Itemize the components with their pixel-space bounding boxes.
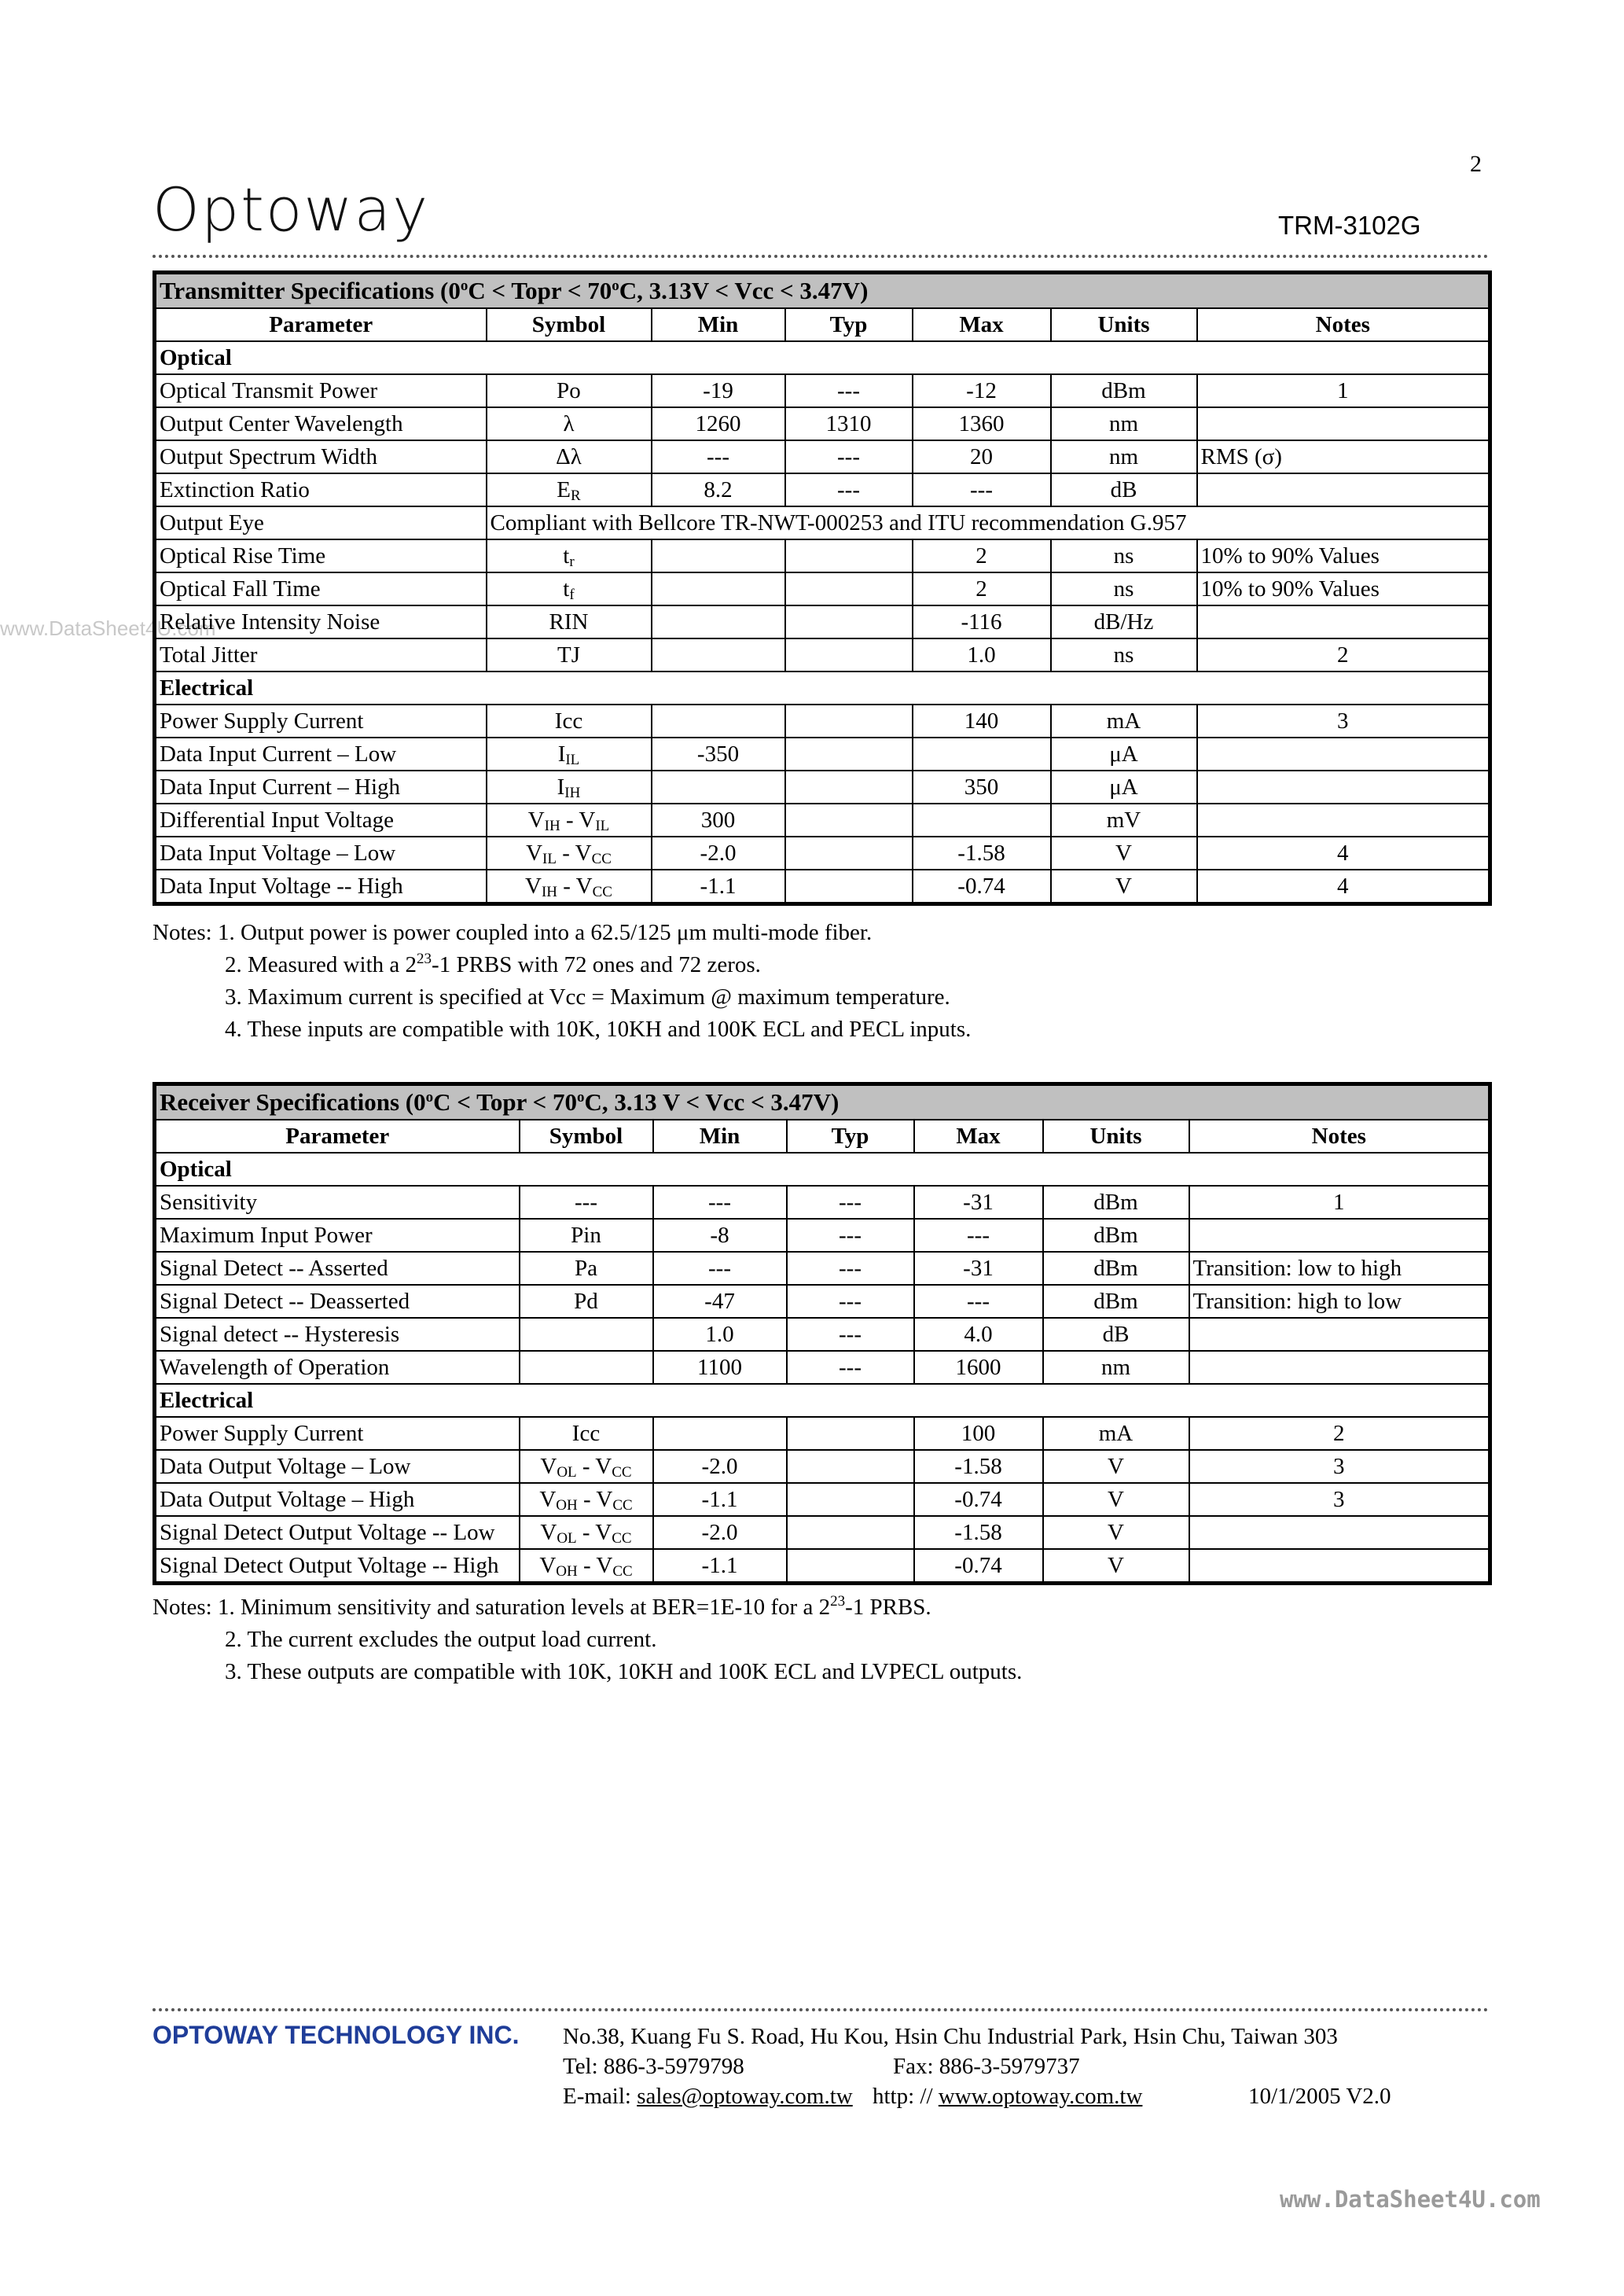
rx-optical-notes-cell: 1 bbox=[1189, 1186, 1490, 1219]
tx-optical-typ-cell: --- bbox=[785, 374, 913, 407]
rx-optical-symbol-cell: Pin bbox=[520, 1219, 653, 1252]
tx-electrical-parameter-cell: Data Input Current – High bbox=[155, 771, 487, 804]
tx-optical-notes-cell: 10% to 90% Values bbox=[1197, 572, 1490, 605]
section-optical bbox=[155, 341, 1490, 374]
tx-electrical-row bbox=[155, 837, 1490, 870]
tx-optical-typ-cell bbox=[785, 605, 913, 638]
tx-optical-parameter-cell: Output Eye bbox=[155, 506, 487, 539]
rx-optical-row bbox=[155, 1252, 1490, 1285]
tx-optical-parameter-cell: Extinction Ratio bbox=[155, 473, 487, 506]
tx-optical-notes-cell: 1 bbox=[1197, 374, 1490, 407]
tx-electrical-row bbox=[155, 705, 1490, 738]
tx-electrical-min-cell bbox=[652, 705, 785, 738]
tx-optical-parameter-cell: Total Jitter bbox=[155, 638, 487, 672]
rx-optical-symbol-cell: Pd bbox=[520, 1285, 653, 1318]
rx-optical-min-cell: 1100 bbox=[653, 1351, 787, 1384]
column-header-min: Min bbox=[653, 1120, 787, 1153]
rx-optical-notes-cell: Transition: high to low bbox=[1189, 1285, 1490, 1318]
rx-optical-max-cell: 1600 bbox=[914, 1351, 1043, 1384]
tx-optical-symbol-cell: RIN bbox=[487, 605, 652, 638]
rx-optical-row bbox=[155, 1351, 1490, 1384]
http-label: http: // bbox=[873, 2084, 939, 2109]
tx-electrical-symbol-cell: $V_{IL} - V_{CC}$ bbox=[487, 837, 652, 870]
rx-optical-notes-cell bbox=[1189, 1318, 1490, 1351]
tx-optical-notes-cell bbox=[1197, 407, 1490, 440]
rx-electrical-min-cell: -2.0 bbox=[653, 1450, 787, 1483]
tx-electrical-min-cell: -350 bbox=[652, 738, 785, 771]
rx-optical-max-cell: -31 bbox=[914, 1252, 1043, 1285]
rx-electrical-notes-cell: 2 bbox=[1189, 1417, 1490, 1450]
tx-optical-typ-cell: 1310 bbox=[785, 407, 913, 440]
rx-optical-notes-cell bbox=[1189, 1219, 1490, 1252]
header-divider bbox=[152, 255, 1489, 258]
rx-optical-notes-cell: Transition: low to high bbox=[1189, 1252, 1490, 1285]
tx-optical-units-cell: ns bbox=[1051, 572, 1197, 605]
tx-optical-notes-cell: 2 bbox=[1197, 638, 1490, 672]
rx-optical-max-cell: --- bbox=[914, 1219, 1043, 1252]
receiver-spec-table bbox=[152, 1082, 1492, 1585]
rx-electrical-notes-cell: 3 bbox=[1189, 1483, 1490, 1516]
rx-electrical-min-cell: -1.1 bbox=[653, 1549, 787, 1584]
tx-optical-row bbox=[155, 407, 1490, 440]
tx-note: 3. Maximum current is specified at Vcc = Maximum @ maximum temperature. bbox=[225, 984, 950, 1010]
transmitter-title bbox=[155, 273, 1490, 309]
rx-optical-symbol-cell bbox=[520, 1351, 653, 1384]
tx-optical-parameter-cell: Optical Transmit Power bbox=[155, 374, 487, 407]
tx-electrical-typ-cell bbox=[785, 837, 913, 870]
rx-optical-parameter-cell: Sensitivity bbox=[155, 1186, 520, 1219]
rx-optical-min-cell: 1.0 bbox=[653, 1318, 787, 1351]
rx-electrical-parameter-cell: Signal Detect Output Voltage -- Low bbox=[155, 1516, 520, 1549]
tx-optical-units-cell: ns bbox=[1051, 539, 1197, 572]
tx-optical-units-cell: dBm bbox=[1051, 374, 1197, 407]
tx-electrical-typ-cell bbox=[785, 870, 913, 904]
tx-optical-min-cell: 1260 bbox=[652, 407, 785, 440]
rx-electrical-notes-cell bbox=[1189, 1516, 1490, 1549]
tx-optical-min-cell bbox=[652, 539, 785, 572]
tx-optical-parameter-cell: Optical Fall Time bbox=[155, 572, 487, 605]
tx-optical-row bbox=[155, 539, 1490, 572]
tx-electrical-units-cell: mV bbox=[1051, 804, 1197, 837]
rx-electrical-typ-cell bbox=[787, 1516, 914, 1549]
rx-optical-typ-cell: --- bbox=[787, 1318, 914, 1351]
email-link[interactable]: sales@optoway.com.tw bbox=[637, 2084, 853, 2109]
tx-electrical-parameter-cell: Data Input Current – Low bbox=[155, 738, 487, 771]
footer-address: No.38, Kuang Fu S. Road, Hu Kou, Hsin Chu Industrial Park, Hsin Chu, Taiwan 303 bbox=[563, 2024, 1338, 2049]
tx-optical-symbol-cell: Po bbox=[487, 374, 652, 407]
tx-electrical-row bbox=[155, 804, 1490, 837]
rx-electrical-units-cell: V bbox=[1043, 1549, 1189, 1584]
rx-electrical-typ-cell bbox=[787, 1549, 914, 1584]
tx-electrical-notes-cell: 3 bbox=[1197, 705, 1490, 738]
rx-optical-symbol-cell: Pa bbox=[520, 1252, 653, 1285]
tx-electrical-symbol-cell: $I_{IH}$ bbox=[487, 771, 652, 804]
tx-electrical-notes-cell: 4 bbox=[1197, 870, 1490, 904]
tx-electrical-notes-cell: 4 bbox=[1197, 837, 1490, 870]
tx-electrical-symbol-cell: $V_{IH} - V_{IL}$ bbox=[487, 804, 652, 837]
column-header-notes: Notes bbox=[1197, 308, 1490, 341]
company-logo: Optoway bbox=[152, 175, 430, 245]
tx-electrical-max-cell: -0.74 bbox=[913, 870, 1051, 904]
tx-optical-symbol-cell: $t_r$ bbox=[487, 539, 652, 572]
rx-optical-typ-cell: --- bbox=[787, 1186, 914, 1219]
section-optical-cell: Optical bbox=[155, 341, 1490, 374]
tx-note: 2. Measured with a $2^{23}-1$ PRBS with 72 ones and 72 zeros. bbox=[225, 951, 761, 977]
tx-optical-min-cell: 8.2 bbox=[652, 473, 785, 506]
section-electrical-cell: Electrical bbox=[155, 1384, 1490, 1417]
tx-optical-typ-cell bbox=[785, 539, 913, 572]
tx-optical-units-cell: dB/Hz bbox=[1051, 605, 1197, 638]
section-electrical bbox=[155, 672, 1490, 705]
tx-optical-symbol-cell: TJ bbox=[487, 638, 652, 672]
rx-electrical-typ-cell bbox=[787, 1450, 914, 1483]
tx-electrical-row bbox=[155, 738, 1490, 771]
tx-optical-min-cell bbox=[652, 572, 785, 605]
tx-optical-row bbox=[155, 473, 1490, 506]
tx-electrical-parameter-cell: Power Supply Current bbox=[155, 705, 487, 738]
rx-optical-parameter-cell: Signal Detect -- Asserted bbox=[155, 1252, 520, 1285]
footer-email-line bbox=[563, 2084, 853, 2110]
rx-electrical-parameter-cell: Signal Detect Output Voltage -- High bbox=[155, 1549, 520, 1584]
rx-optical-min-cell: -47 bbox=[653, 1285, 787, 1318]
column-header-units: Units bbox=[1043, 1120, 1189, 1153]
rx-electrical-max-cell: -0.74 bbox=[914, 1483, 1043, 1516]
tx-optical-units-cell: dB bbox=[1051, 473, 1197, 506]
tx-optical-max-cell: --- bbox=[913, 473, 1051, 506]
rx-electrical-row bbox=[155, 1483, 1490, 1516]
rx-optical-parameter-cell: Signal detect -- Hysteresis bbox=[155, 1318, 520, 1351]
rx-electrical-units-cell: V bbox=[1043, 1483, 1189, 1516]
tx-electrical-typ-cell bbox=[785, 771, 913, 804]
rx-optical-max-cell: -31 bbox=[914, 1186, 1043, 1219]
website-link[interactable]: www.optoway.com.tw bbox=[938, 2084, 1143, 2109]
rx-optical-parameter-cell: Maximum Input Power bbox=[155, 1219, 520, 1252]
tx-electrical-symbol-cell: $V_{IH} - V_{CC}$ bbox=[487, 870, 652, 904]
tx-optical-typ-cell: --- bbox=[785, 473, 913, 506]
rx-electrical-notes-cell: 3 bbox=[1189, 1450, 1490, 1483]
rx-note: Notes: 1. Minimum sensitivity and saturation levels at BER=1E-10 for a $2^{23}-1$ PRBS. bbox=[152, 1593, 931, 1620]
rx-electrical-row bbox=[155, 1549, 1490, 1584]
tx-optical-row bbox=[155, 638, 1490, 672]
tx-optical-typ-cell bbox=[785, 638, 913, 672]
rx-electrical-units-cell: mA bbox=[1043, 1417, 1189, 1450]
tx-optical-parameter-cell: Output Center Wavelength bbox=[155, 407, 487, 440]
rx-optical-row bbox=[155, 1186, 1490, 1219]
rx-optical-row bbox=[155, 1318, 1490, 1351]
watermark-left: www.DataSheet4U.com bbox=[0, 616, 216, 640]
rx-electrical-symbol-cell: Icc bbox=[520, 1417, 653, 1450]
tx-optical-symbol-cell: Δλ bbox=[487, 440, 652, 473]
column-header-parameter: Parameter bbox=[155, 308, 487, 341]
rx-electrical-typ-cell bbox=[787, 1483, 914, 1516]
tx-electrical-max-cell: -1.58 bbox=[913, 837, 1051, 870]
tx-optical-notes-cell bbox=[1197, 473, 1490, 506]
footer-fax: Fax: 886-3-5979737 bbox=[893, 2054, 1080, 2079]
rx-electrical-parameter-cell: Data Output Voltage – Low bbox=[155, 1450, 520, 1483]
tx-electrical-units-cell: V bbox=[1051, 837, 1197, 870]
rx-note: 2. The current excludes the output load current. bbox=[225, 1627, 657, 1652]
tx-optical-row bbox=[155, 440, 1490, 473]
tx-electrical-typ-cell bbox=[785, 705, 913, 738]
tx-optical-notes-cell: RMS (σ) bbox=[1197, 440, 1490, 473]
receiver-notes bbox=[152, 1591, 1022, 1688]
transmitter-spec-table bbox=[152, 270, 1492, 906]
tx-optical-notes-cell bbox=[1197, 605, 1490, 638]
tx-optical-symbol-cell: $E_R$ bbox=[487, 473, 652, 506]
rx-electrical-max-cell: -0.74 bbox=[914, 1549, 1043, 1584]
tx-electrical-typ-cell bbox=[785, 738, 913, 771]
rx-electrical-row bbox=[155, 1450, 1490, 1483]
rx-optical-typ-cell: --- bbox=[787, 1285, 914, 1318]
rx-electrical-notes-cell bbox=[1189, 1549, 1490, 1584]
tx-optical-min-cell: -19 bbox=[652, 374, 785, 407]
tx-electrical-symbol-cell: $I_{IL}$ bbox=[487, 738, 652, 771]
section-electrical-cell: Electrical bbox=[155, 672, 1490, 705]
tx-optical-symbol-cell: $t_f$ bbox=[487, 572, 652, 605]
watermark-bottom: www.DataSheet4U.com bbox=[1280, 2186, 1541, 2213]
footer-divider bbox=[152, 2008, 1489, 2011]
rx-electrical-symbol-cell: $V_{OL} - V_{CC}$ bbox=[520, 1450, 653, 1483]
rx-electrical-min-cell bbox=[653, 1417, 787, 1450]
tx-optical-row bbox=[155, 374, 1490, 407]
transmitter-title-cell: Transmitter Specifications ($0^oC$ < Topr < $70^oC$, 3.13V < Vcc < 3.47V) bbox=[155, 273, 1490, 309]
rx-electrical-units-cell: V bbox=[1043, 1450, 1189, 1483]
tx-electrical-units-cell: V bbox=[1051, 870, 1197, 904]
rx-optical-parameter-cell: Signal Detect -- Deasserted bbox=[155, 1285, 520, 1318]
rx-optical-parameter-cell: Wavelength of Operation bbox=[155, 1351, 520, 1384]
tx-output-eye-text: Compliant with Bellcore TR-NWT-000253 and ITU recommendation G.957 bbox=[487, 506, 1490, 539]
tx-output-eye-row bbox=[155, 506, 1490, 539]
tx-electrical-min-cell bbox=[652, 771, 785, 804]
rx-electrical-symbol-cell: $V_{OL} - V_{CC}$ bbox=[520, 1516, 653, 1549]
column-header-units: Units bbox=[1051, 308, 1197, 341]
section-electrical bbox=[155, 1384, 1490, 1417]
rx-electrical-row bbox=[155, 1516, 1490, 1549]
transmitter-notes bbox=[152, 917, 971, 1046]
tx-optical-max-cell: 1.0 bbox=[913, 638, 1051, 672]
rx-optical-symbol-cell bbox=[520, 1318, 653, 1351]
tx-electrical-min-cell: -1.1 bbox=[652, 870, 785, 904]
rx-optical-typ-cell: --- bbox=[787, 1219, 914, 1252]
rx-optical-max-cell: 4.0 bbox=[914, 1318, 1043, 1351]
tx-electrical-typ-cell bbox=[785, 804, 913, 837]
receiver-title bbox=[155, 1084, 1490, 1120]
rx-optical-min-cell: -8 bbox=[653, 1219, 787, 1252]
column-header-min: Min bbox=[652, 308, 785, 341]
rx-electrical-symbol-cell: $V_{OH} - V_{CC}$ bbox=[520, 1483, 653, 1516]
rx-optical-min-cell: --- bbox=[653, 1186, 787, 1219]
tx-optical-max-cell: -12 bbox=[913, 374, 1051, 407]
rx-electrical-typ-cell bbox=[787, 1417, 914, 1450]
tx-electrical-parameter-cell: Data Input Voltage -- High bbox=[155, 870, 487, 904]
tx-optical-units-cell: nm bbox=[1051, 440, 1197, 473]
tx-electrical-min-cell: 300 bbox=[652, 804, 785, 837]
tx-optical-max-cell: 2 bbox=[913, 539, 1051, 572]
tx-note: 4. These inputs are compatible with 10K, 10KH and 100K ECL and PECL inputs. bbox=[225, 1017, 972, 1042]
tx-optical-max-cell: 1360 bbox=[913, 407, 1051, 440]
footer-tel: Tel: 886-3-5979798 bbox=[563, 2054, 744, 2079]
rx-optical-units-cell: dBm bbox=[1043, 1186, 1189, 1219]
tx-optical-typ-cell bbox=[785, 572, 913, 605]
column-header-max: Max bbox=[913, 308, 1051, 341]
tx-electrical-notes-cell bbox=[1197, 771, 1490, 804]
column-header-max: Max bbox=[914, 1120, 1043, 1153]
column-header-typ: Typ bbox=[787, 1120, 914, 1153]
rx-electrical-max-cell: -1.58 bbox=[914, 1516, 1043, 1549]
tx-electrical-max-cell: 140 bbox=[913, 705, 1051, 738]
tx-optical-min-cell: --- bbox=[652, 440, 785, 473]
tx-electrical-notes-cell bbox=[1197, 804, 1490, 837]
column-header-notes: Notes bbox=[1189, 1120, 1490, 1153]
rx-optical-typ-cell: --- bbox=[787, 1252, 914, 1285]
rx-electrical-symbol-cell: $V_{OH} - V_{CC}$ bbox=[520, 1549, 653, 1584]
tx-optical-max-cell: 2 bbox=[913, 572, 1051, 605]
receiver-title-cell: Receiver Specifications ($0^oC$ < Topr < $70^oC$, 3.13 V < Vcc < 3.47V) bbox=[155, 1084, 1490, 1120]
tx-electrical-notes-cell bbox=[1197, 738, 1490, 771]
rx-optical-min-cell: --- bbox=[653, 1252, 787, 1285]
tx-optical-max-cell: 20 bbox=[913, 440, 1051, 473]
rx-optical-units-cell: dB bbox=[1043, 1318, 1189, 1351]
tx-electrical-max-cell bbox=[913, 804, 1051, 837]
section-optical bbox=[155, 1153, 1490, 1186]
tx-electrical-units-cell: μA bbox=[1051, 738, 1197, 771]
tx-note: Notes: 1. Output power is power coupled into a 62.5/125 μm multi-mode fiber. bbox=[152, 920, 873, 945]
rx-electrical-row bbox=[155, 1417, 1490, 1450]
model-number: TRM-3102G bbox=[1278, 211, 1421, 240]
rx-optical-typ-cell: --- bbox=[787, 1351, 914, 1384]
tx-optical-row bbox=[155, 605, 1490, 638]
tx-electrical-max-cell bbox=[913, 738, 1051, 771]
rx-electrical-units-cell: V bbox=[1043, 1516, 1189, 1549]
column-header-symbol: Symbol bbox=[487, 308, 652, 341]
rx-optical-units-cell: nm bbox=[1043, 1351, 1189, 1384]
rx-optical-notes-cell bbox=[1189, 1351, 1490, 1384]
column-header-row bbox=[155, 1120, 1490, 1153]
rx-optical-symbol-cell: --- bbox=[520, 1186, 653, 1219]
rx-optical-units-cell: dBm bbox=[1043, 1252, 1189, 1285]
column-header-parameter: Parameter bbox=[155, 1120, 520, 1153]
footer-date-version: 10/1/2005 V2.0 bbox=[1248, 2084, 1391, 2109]
tx-electrical-parameter-cell: Differential Input Voltage bbox=[155, 804, 487, 837]
tx-electrical-units-cell: μA bbox=[1051, 771, 1197, 804]
footer-web-line bbox=[873, 2084, 1142, 2110]
column-header-symbol: Symbol bbox=[520, 1120, 653, 1153]
tx-optical-units-cell: nm bbox=[1051, 407, 1197, 440]
tx-optical-units-cell: ns bbox=[1051, 638, 1197, 672]
rx-electrical-parameter-cell: Data Output Voltage – High bbox=[155, 1483, 520, 1516]
tx-electrical-units-cell: mA bbox=[1051, 705, 1197, 738]
tx-optical-typ-cell: --- bbox=[785, 440, 913, 473]
rx-electrical-min-cell: -2.0 bbox=[653, 1516, 787, 1549]
tx-optical-parameter-cell: Optical Rise Time bbox=[155, 539, 487, 572]
tx-optical-symbol-cell: λ bbox=[487, 407, 652, 440]
rx-optical-max-cell: --- bbox=[914, 1285, 1043, 1318]
email-label: E-mail: bbox=[563, 2084, 637, 2109]
rx-optical-row bbox=[155, 1285, 1490, 1318]
tx-optical-notes-cell: 10% to 90% Values bbox=[1197, 539, 1490, 572]
tx-electrical-max-cell: 350 bbox=[913, 771, 1051, 804]
column-header-typ: Typ bbox=[785, 308, 913, 341]
tx-optical-parameter-cell: Relative Intensity Noise bbox=[155, 605, 487, 638]
rx-electrical-parameter-cell: Power Supply Current bbox=[155, 1417, 520, 1450]
tx-electrical-symbol-cell: Icc bbox=[487, 705, 652, 738]
rx-electrical-max-cell: -1.58 bbox=[914, 1450, 1043, 1483]
tx-electrical-row bbox=[155, 771, 1490, 804]
tx-optical-min-cell bbox=[652, 638, 785, 672]
section-optical-cell: Optical bbox=[155, 1153, 1490, 1186]
rx-electrical-max-cell: 100 bbox=[914, 1417, 1043, 1450]
tx-electrical-row bbox=[155, 870, 1490, 904]
tx-electrical-parameter-cell: Data Input Voltage – Low bbox=[155, 837, 487, 870]
rx-note: 3. These outputs are compatible with 10K, 10KH and 100K ECL and LVPECL outputs. bbox=[225, 1659, 1023, 1684]
rx-electrical-min-cell: -1.1 bbox=[653, 1483, 787, 1516]
rx-optical-row bbox=[155, 1219, 1490, 1252]
tx-optical-min-cell bbox=[652, 605, 785, 638]
tx-optical-row bbox=[155, 572, 1490, 605]
column-header-row bbox=[155, 308, 1490, 341]
rx-optical-units-cell: dBm bbox=[1043, 1219, 1189, 1252]
tx-optical-max-cell: -116 bbox=[913, 605, 1051, 638]
rx-optical-units-cell: dBm bbox=[1043, 1285, 1189, 1318]
page-number: 2 bbox=[1470, 151, 1482, 177]
tx-electrical-min-cell: -2.0 bbox=[652, 837, 785, 870]
footer-company-name: OPTOWAY TECHNOLOGY INC. bbox=[152, 2021, 520, 2049]
tx-optical-parameter-cell: Output Spectrum Width bbox=[155, 440, 487, 473]
